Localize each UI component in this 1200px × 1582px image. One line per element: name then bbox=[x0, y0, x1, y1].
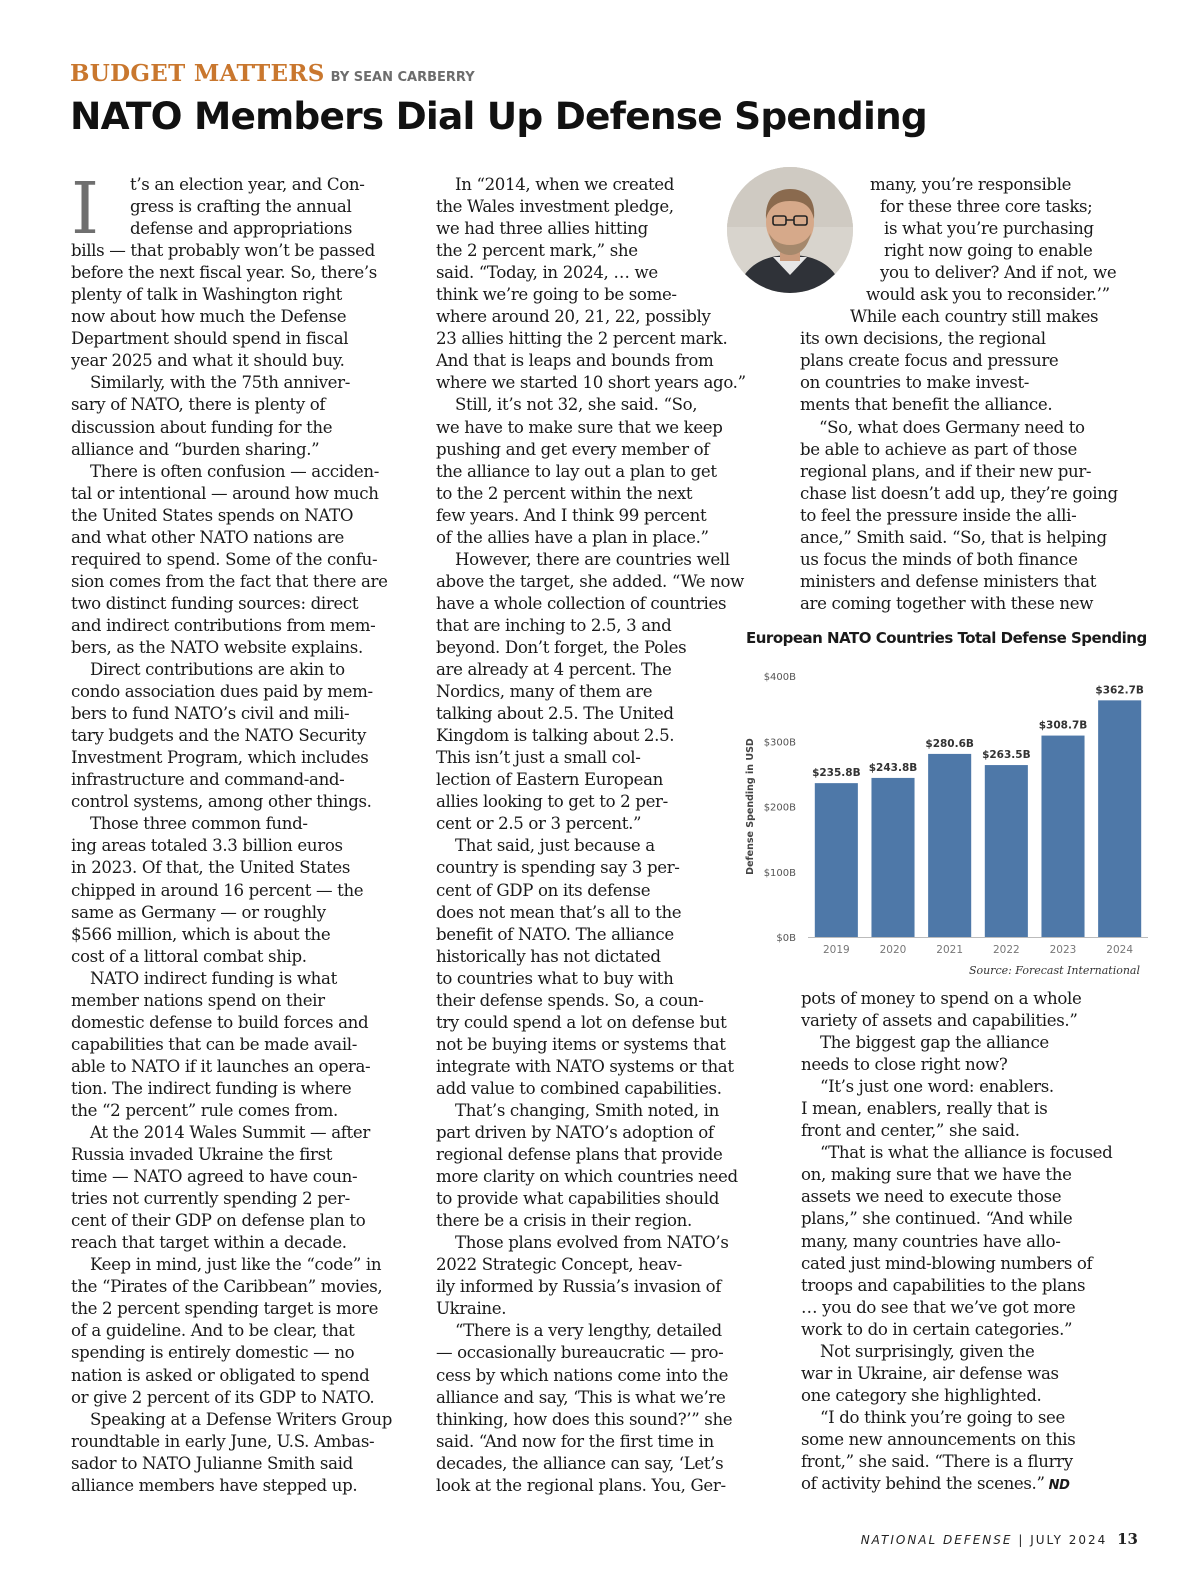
text-line: two distinct funding sources: direct bbox=[71, 593, 359, 613]
text-line: variety of assets and capabilities.” bbox=[801, 1011, 1078, 1031]
headline: NATO Members Dial Up Defense Spending bbox=[70, 94, 927, 138]
chart-title: European NATO Countries Total Defense Spending bbox=[746, 629, 1147, 647]
text-line: “That is what the alliance is focused bbox=[820, 1143, 1113, 1163]
text-line: t’s an election year, and Con- bbox=[130, 175, 365, 194]
text-line: chipped in around 16 percent — the bbox=[71, 880, 364, 900]
bar bbox=[815, 783, 858, 937]
text-line: before the next fiscal year. So, there’s bbox=[71, 263, 377, 283]
text-line: decades, the alliance can say, ‘Let’s bbox=[436, 1453, 724, 1473]
data-label: $308.7B bbox=[1038, 719, 1088, 732]
text-line: Those plans evolved from NATO’s bbox=[455, 1233, 729, 1253]
drop-cap: I bbox=[71, 167, 99, 250]
text-line: look at the regional plans. You, Ger- bbox=[436, 1475, 726, 1495]
text-line: we have to make sure that we keep bbox=[436, 417, 723, 437]
text-line: the “2 percent” rule comes from. bbox=[71, 1100, 338, 1120]
text-line: member nations spend on their bbox=[71, 990, 325, 1010]
text-line: cent or 2.5 or 3 percent.” bbox=[436, 814, 642, 834]
text-line: capabilities that can be made avail- bbox=[71, 1034, 358, 1054]
text-line: Ukraine. bbox=[436, 1299, 507, 1319]
text-line: NATO indirect funding is what bbox=[90, 968, 337, 988]
text-line bbox=[801, 1473, 1146, 1495]
text-line: At the 2014 Wales Summit — after bbox=[90, 1123, 370, 1143]
bar bbox=[1041, 736, 1084, 937]
text-line: “It’s just one word: enablers. bbox=[820, 1077, 1054, 1097]
text-line: cent of their GDP on defense plan to bbox=[71, 1211, 366, 1231]
end-mark: ND bbox=[1048, 1478, 1070, 1494]
text-line: and indirect contributions from mem- bbox=[71, 615, 376, 635]
text-line: 23 allies hitting the 2 percent mark. bbox=[436, 329, 728, 349]
text-line: tries not currently spending 2 per- bbox=[71, 1189, 350, 1209]
text-line: and what other NATO nations are bbox=[71, 527, 344, 547]
text-line: regional defense plans that provide bbox=[436, 1145, 723, 1165]
x-tick-label: 2024 bbox=[1106, 944, 1134, 956]
data-label: $243.8B bbox=[868, 761, 918, 774]
text-line: In “2014, when we created bbox=[455, 175, 675, 194]
text-line: defense and appropriations bbox=[130, 219, 353, 239]
text-line: assets we need to execute those bbox=[801, 1187, 1062, 1207]
text-line: condo association dues paid by mem- bbox=[71, 682, 373, 702]
text-line: alliance members have stepped up. bbox=[71, 1475, 358, 1495]
text-line: not be buying items or systems that bbox=[436, 1034, 726, 1054]
text-line: spending is entirely domestic — no bbox=[71, 1343, 355, 1363]
text-line: regional plans, and if their new pur- bbox=[800, 461, 1092, 481]
text-line: be able to achieve as part of those bbox=[800, 439, 1077, 459]
text-line: alliance and “burden sharing.” bbox=[71, 439, 320, 459]
text-line: more clarity on which countries need bbox=[436, 1167, 738, 1187]
section-kicker bbox=[70, 60, 475, 87]
bar bbox=[871, 778, 914, 937]
text-line: roundtable in early June, U.S. Ambas- bbox=[71, 1431, 375, 1451]
text-line: you to deliver? And if not, we bbox=[880, 263, 1117, 283]
text-line: on countries to make invest- bbox=[800, 373, 1030, 393]
text-line: However, there are countries well bbox=[455, 549, 730, 569]
text-line: we had three allies hitting bbox=[436, 219, 648, 239]
text-line: That’s changing, Smith noted, in bbox=[455, 1100, 719, 1120]
page-number: 13 bbox=[1117, 1530, 1138, 1548]
text-line: try could spend a lot on defense but bbox=[436, 1012, 727, 1032]
text-line: Nordics, many of them are bbox=[436, 682, 653, 702]
text-line: … you do see that we’ve got more bbox=[801, 1297, 1076, 1317]
text-line: Speaking at a Defense Writers Group bbox=[90, 1409, 393, 1429]
text-line: front,” she said. “There is a flurry bbox=[801, 1451, 1073, 1471]
text-line: lection of Eastern European bbox=[436, 770, 663, 790]
text-line: “I do think you’re going to see bbox=[820, 1407, 1065, 1427]
text-line: few years. And I think 99 percent bbox=[436, 505, 707, 525]
text-line: ance,” Smith said. “So, that is helping bbox=[800, 527, 1107, 547]
text-line: to provide what capabilities should bbox=[436, 1189, 719, 1209]
text-line: the United States spends on NATO bbox=[71, 505, 354, 525]
bar bbox=[985, 765, 1028, 937]
chart-source: Source: Forecast International bbox=[968, 964, 1140, 977]
footer-separator: | bbox=[1018, 1533, 1025, 1547]
text-line: alliance and say, ‘This is what we’re bbox=[436, 1387, 726, 1407]
text-line: sador to NATO Julianne Smith said bbox=[71, 1453, 353, 1473]
text-line: to countries what to buy with bbox=[436, 968, 674, 988]
text-line: of a guideline. And to be clear, that bbox=[71, 1321, 355, 1341]
x-tick-label: 2023 bbox=[1049, 944, 1077, 956]
text-line: pushing and get every member of bbox=[436, 439, 710, 459]
text-line: would ask you to reconsider.’” bbox=[866, 285, 1110, 305]
text-line: the Wales investment pledge, bbox=[436, 197, 674, 217]
text-line: its own decisions, the regional bbox=[800, 329, 1046, 349]
text-line: there be a crisis in their region. bbox=[436, 1211, 692, 1231]
text-line: some new announcements on this bbox=[801, 1429, 1076, 1449]
text-line: cent of GDP on its defense bbox=[436, 880, 651, 900]
text-line: on, making sure that we have the bbox=[801, 1165, 1072, 1185]
text-line: talking about 2.5. The United bbox=[436, 704, 674, 724]
page-footer bbox=[861, 1530, 1138, 1548]
text-line: Investment Program, which includes bbox=[71, 748, 369, 768]
article-column-2 bbox=[436, 174, 766, 1497]
text-line: front and center,” she said. bbox=[801, 1121, 1020, 1141]
text-line: for these three core tasks; bbox=[880, 197, 1093, 217]
text-line: allies looking to get to 2 per- bbox=[436, 792, 668, 812]
text-line: many, you’re responsible bbox=[870, 175, 1072, 194]
y-tick-label: $400B bbox=[763, 672, 796, 683]
text-line: integrate with NATO systems or that bbox=[436, 1056, 734, 1076]
text-line: year 2025 and what it should buy. bbox=[71, 351, 345, 371]
text-line: plenty of talk in Washington right bbox=[71, 285, 342, 305]
text-line: war in Ukraine, air defense was bbox=[801, 1363, 1059, 1383]
text-line: — occasionally bureaucratic — pro- bbox=[436, 1343, 724, 1363]
text-line: troops and capabilities to the plans bbox=[801, 1275, 1086, 1295]
text-line: of the allies have a plan in place.” bbox=[436, 527, 709, 547]
text-line: reach that target within a decade. bbox=[71, 1233, 347, 1253]
text-line: many, many countries have allo- bbox=[801, 1231, 1061, 1251]
bar-chart bbox=[740, 660, 1150, 960]
text-line: one category she highlighted. bbox=[801, 1385, 1042, 1405]
text-line: thinking, how does this sound?’” she bbox=[436, 1409, 733, 1429]
text-line: ing areas totaled 3.3 billion euros bbox=[71, 836, 343, 856]
text-line: ments that benefit the alliance. bbox=[800, 395, 1053, 415]
text-line: cated just mind-blowing numbers of bbox=[801, 1253, 1093, 1273]
x-tick-label: 2019 bbox=[822, 944, 850, 956]
text-line: tal or intentional — around how much bbox=[71, 483, 379, 503]
text-line: discussion about funding for the bbox=[71, 417, 333, 437]
text-line: infrastructure and command-and- bbox=[71, 770, 345, 790]
text-line-content: of activity behind the scenes.” bbox=[801, 1474, 1045, 1494]
text-line: the “Pirates of the Caribbean” movies, bbox=[71, 1277, 383, 1297]
text-line: While each country still makes bbox=[850, 307, 1099, 327]
text-line: That said, just because a bbox=[455, 836, 655, 856]
text-line: pots of money to spend on a whole bbox=[801, 989, 1082, 1008]
text-line: Keep in mind, just like the “code” in bbox=[90, 1255, 382, 1275]
text-line: bills — that probably won’t be passed bbox=[71, 241, 375, 261]
text-line: cess by which nations come into the bbox=[436, 1365, 729, 1385]
text-line: or give 2 percent of its GDP to NATO. bbox=[71, 1387, 375, 1407]
text-line: Still, it’s not 32, she said. “So, bbox=[455, 395, 698, 415]
text-line: part driven by NATO’s adoption of bbox=[436, 1123, 714, 1143]
text-line: same as Germany — or roughly bbox=[71, 902, 326, 922]
x-tick-label: 2021 bbox=[936, 944, 964, 956]
text-line: ily informed by Russia’s invasion of bbox=[436, 1277, 722, 1297]
text-line: bers, as the NATO website explains. bbox=[71, 637, 363, 657]
text-line: plans,” she continued. “And while bbox=[801, 1209, 1073, 1229]
text-line: sary of NATO, there is plenty of bbox=[71, 395, 326, 415]
text-line: are coming together with these new bbox=[800, 593, 1094, 613]
text-line: that are inching to 2.5, 3 and bbox=[436, 615, 672, 635]
y-tick-label: $100B bbox=[763, 867, 796, 879]
text-line: Russia invaded Ukraine the first bbox=[71, 1145, 333, 1165]
text-line: ministers and defense ministers that bbox=[800, 571, 1097, 591]
y-tick-label: $0B bbox=[776, 933, 796, 944]
text-line: nation is asked or obligated to spend bbox=[71, 1365, 370, 1385]
author-portrait bbox=[727, 167, 853, 293]
text-line: And that is leaps and bounds from bbox=[436, 351, 714, 371]
article-column-3-bottom bbox=[801, 988, 1146, 1495]
text-line: Similarly, with the 75th anniver- bbox=[90, 373, 350, 393]
text-line: are already at 4 percent. The bbox=[436, 660, 672, 680]
text-line: tion. The indirect funding is where bbox=[71, 1078, 352, 1098]
text-line: bers to fund NATO’s civil and mili- bbox=[71, 704, 350, 724]
text-line: 2022 Strategic Concept, heav- bbox=[436, 1255, 682, 1275]
byline: BY SEAN CARBERRY bbox=[330, 70, 475, 85]
person-portrait-icon bbox=[727, 167, 853, 293]
data-label: $362.7B bbox=[1095, 684, 1144, 697]
text-line: $566 million, which is about the bbox=[71, 924, 331, 944]
text-line: “There is a very lengthy, detailed bbox=[455, 1321, 722, 1341]
text-line: I mean, enablers, really that is bbox=[801, 1099, 1048, 1119]
text-line: said. “And now for the first time in bbox=[436, 1431, 714, 1451]
bar bbox=[1098, 700, 1141, 937]
text-line: gress is crafting the annual bbox=[130, 197, 352, 217]
text-line: where around 20, 21, 22, possibly bbox=[436, 307, 711, 327]
text-line: tary budgets and the NATO Security bbox=[71, 726, 366, 746]
text-line: “So, what does Germany need to bbox=[819, 417, 1085, 437]
text-line: Kingdom is talking about 2.5. bbox=[436, 726, 675, 746]
bar bbox=[928, 754, 971, 937]
text-line: control systems, among other things. bbox=[71, 792, 372, 812]
text-line: right now going to enable bbox=[884, 241, 1093, 261]
text-line: cost of a littoral combat ship. bbox=[71, 946, 307, 966]
text-line: Department should spend in fiscal bbox=[71, 329, 349, 349]
text-line: needs to close right now? bbox=[801, 1055, 1008, 1075]
text-line: add value to combined capabilities. bbox=[436, 1078, 722, 1098]
text-line: is what you’re purchasing bbox=[884, 219, 1094, 239]
text-line: to feel the pressure inside the alli- bbox=[800, 505, 1077, 525]
text-line: Not surprisingly, given the bbox=[820, 1341, 1035, 1361]
text-line: to the 2 percent within the next bbox=[436, 483, 693, 503]
text-line: have a whole collection of countries bbox=[436, 593, 727, 613]
y-tick-label: $300B bbox=[763, 737, 796, 749]
text-line: time — NATO agreed to have coun- bbox=[71, 1167, 358, 1187]
text-line: The biggest gap the alliance bbox=[820, 1033, 1049, 1053]
text-line: the alliance to lay out a plan to get bbox=[436, 461, 717, 481]
text-line: This isn’t just a small col- bbox=[436, 748, 641, 768]
text-line: us focus the minds of both finance bbox=[800, 549, 1078, 569]
y-axis-title: Defense Spending in USD bbox=[745, 738, 756, 875]
x-tick-label: 2022 bbox=[992, 944, 1020, 956]
text-line: sion comes from the fact that there are bbox=[71, 571, 388, 591]
y-tick-label: $200B bbox=[763, 802, 796, 814]
publication-name: NATIONAL DEFENSE bbox=[860, 1533, 1013, 1547]
text-line: does not mean that’s all to the bbox=[436, 902, 682, 922]
text-line: chase list doesn’t add up, they’re going bbox=[800, 483, 1118, 503]
text-line: beyond. Don’t forget, the Poles bbox=[436, 637, 687, 657]
text-line: work to do in certain categories.” bbox=[801, 1319, 1073, 1339]
text-line: There is often confusion — acciden- bbox=[90, 461, 379, 481]
text-line: their defense spends. So, a coun- bbox=[436, 990, 704, 1010]
data-label: $235.8B bbox=[812, 767, 861, 780]
text-line: required to spend. Some of the confu- bbox=[71, 549, 378, 569]
section-label: BUDGET MATTERS bbox=[70, 60, 325, 87]
data-label: $263.5B bbox=[982, 749, 1031, 762]
text-line: where we started 10 short years ago.” bbox=[436, 373, 746, 393]
text-line: now about how much the Defense bbox=[71, 307, 347, 327]
text-line: benefit of NATO. The alliance bbox=[436, 924, 674, 944]
text-line: the 2 percent spending target is more bbox=[71, 1299, 379, 1319]
article-column-1 bbox=[71, 167, 416, 1497]
text-line: think we’re going to be some- bbox=[436, 285, 677, 305]
text-line: in 2023. Of that, the United States bbox=[71, 858, 351, 878]
text-line: above the target, she added. “We now bbox=[436, 571, 745, 591]
text-line: country is spending say 3 per- bbox=[436, 858, 680, 878]
text-line: historically has not dictated bbox=[436, 946, 661, 966]
issue-date: JULY 2024 bbox=[1030, 1533, 1108, 1547]
text-line: domestic defense to build forces and bbox=[71, 1012, 369, 1032]
text-line: able to NATO if it launches an opera- bbox=[71, 1056, 371, 1076]
text-line: plans create focus and pressure bbox=[800, 351, 1059, 371]
text-line: the 2 percent mark,” she bbox=[436, 241, 638, 261]
text-line: said. “Today, in 2024, … we bbox=[436, 263, 658, 283]
text-line: Those three common fund- bbox=[90, 814, 308, 834]
text-line: Direct contributions are akin to bbox=[90, 660, 345, 680]
data-label: $280.6B bbox=[925, 737, 974, 750]
x-tick-label: 2020 bbox=[879, 944, 907, 956]
